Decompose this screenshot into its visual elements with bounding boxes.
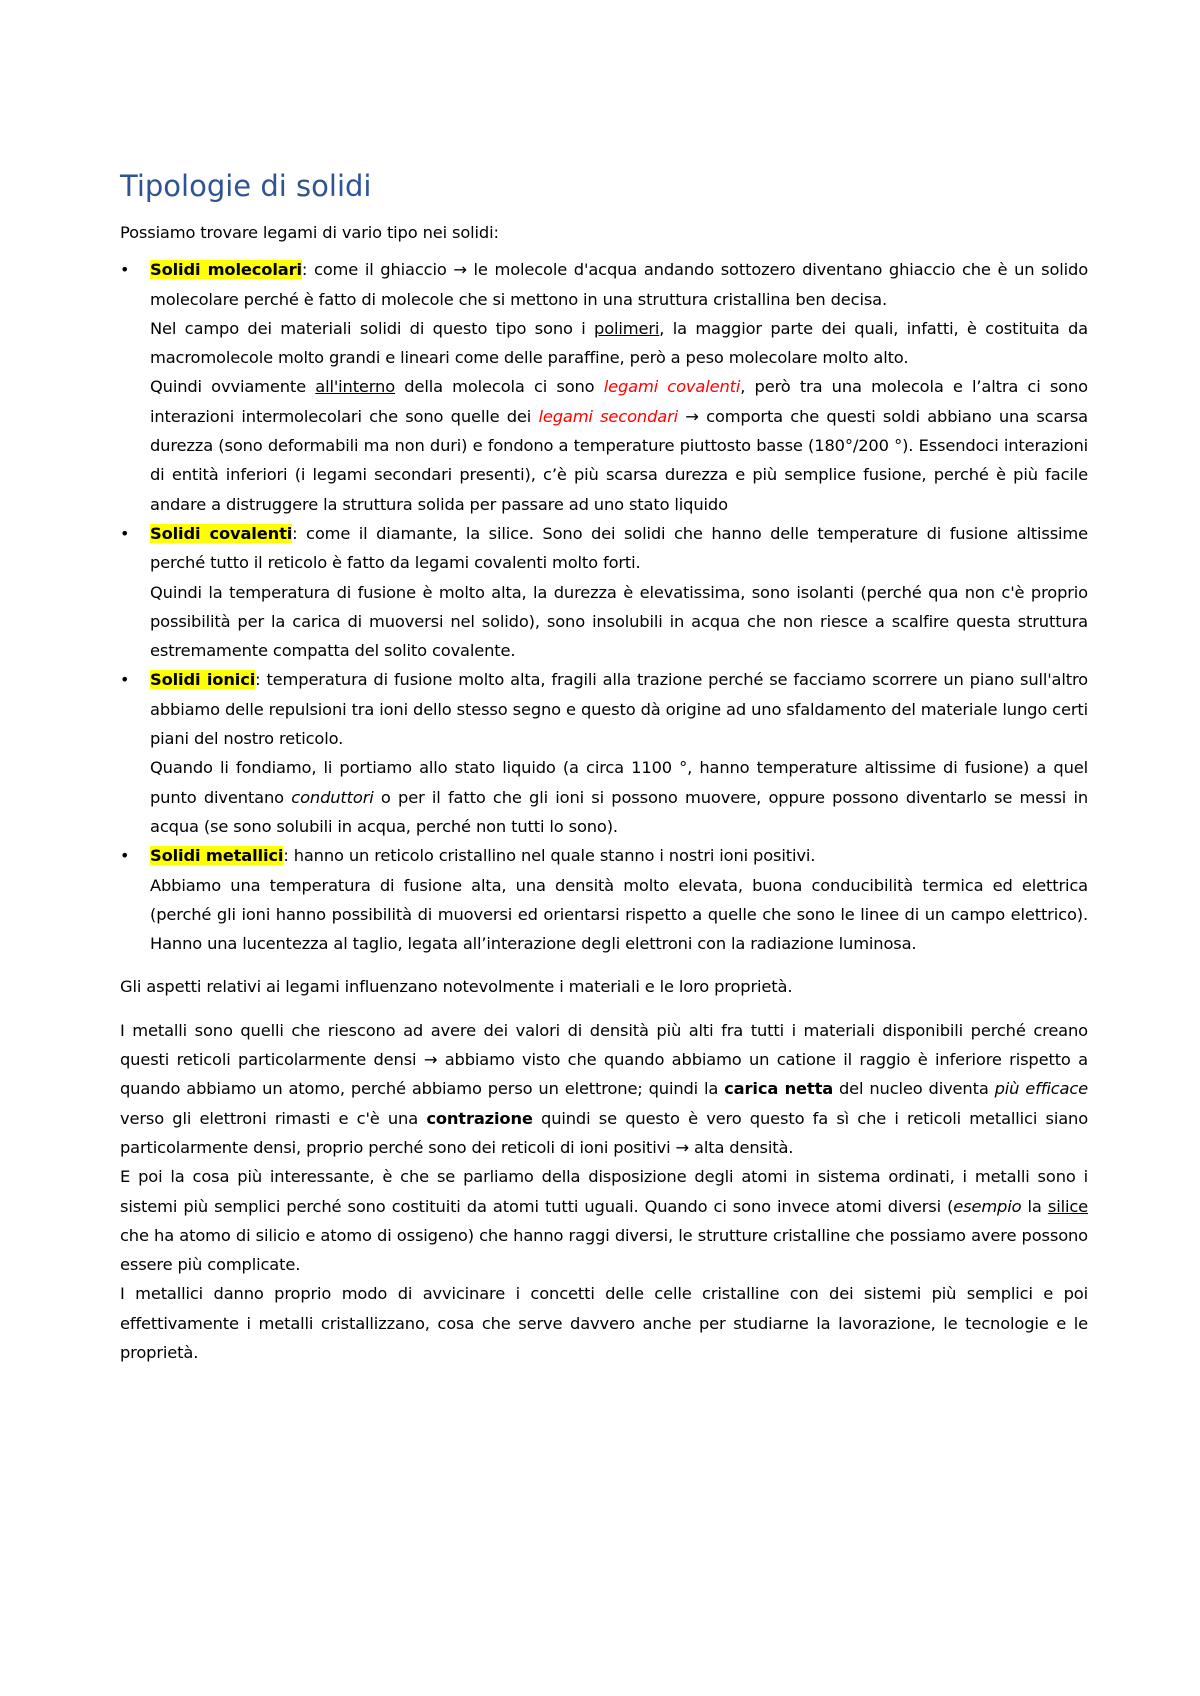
conduttori-term: conduttori	[291, 787, 374, 807]
conclusione-paragraph: I metallici danno proprio modo di avvicinare i concetti delle celle cristalline con dei sistemi più semplici e poi effettivamente i metalli cristallizzano, cosa che serve davvero anche per studiarne la lavorazione, le tecnologie e le proprietà.	[120, 1284, 1088, 1362]
legami-secondari-term: legami secondari	[538, 406, 678, 426]
list-item-metallici	[120, 841, 1088, 958]
molecolari-label: Solidi molecolari	[150, 260, 302, 280]
list-item-molecolari	[120, 255, 1088, 519]
metallici-label: Solidi metallici	[150, 846, 284, 866]
bullet-icon: •	[120, 523, 130, 543]
solid-types-list	[120, 255, 1088, 958]
metallici-p2: Abbiamo una temperatura di fusione alta, una densità molto elevata, buona conducibilità termica ed elettrica (perché gli ioni hanno possibilità di muoversi ed orientarsi rispetto a quelle che sono le linee di un campo elettrico). Hanno una lucentezza al taglio, legata all’interazione degli elettroni con la radiazione luminosa.	[150, 875, 1088, 954]
molecolari-p3: Quindi ovviamente all'interno della molecola ci sono legami covalenti, però tra una molecola e l’altra ci sono interazioni intermolecolari che sono quelle dei legami secondari → comporta che questi soldi abbiano una scarsa durezza (sono deformabili ma non duri) e fondono a temperature piuttosto basse (180°/200 °). Essendoci interazioni di entità inferiori (i legami secondari presenti), c’è più scarsa durezza e più semplice fusione, perché è più facile andare a distruggere la struttura solida per passare ad uno stato liquido	[150, 377, 1088, 514]
arrow-icon: →	[423, 1050, 438, 1070]
legami-covalenti-term: legami covalenti	[603, 377, 741, 397]
covalenti-p2: Quindi la temperatura di fusione è molto alta, la durezza è elevatissima, sono isolanti (perché qua non c'è proprio possibilità per la carica di muoversi nel solido), sono insolubili in acqua che non riesce a scalfire questa struttura estremamente compatta del solito covalente.	[150, 582, 1088, 661]
esempio-term: esempio	[953, 1196, 1022, 1216]
disposizione-paragraph: E poi la cosa più interessante, è che se parliamo della disposizione degli atomi in sistema ordinati, i metalli sono i sistemi più semplici perché sono costituiti da atomi tutti uguali. Quando ci sono invece atomi diversi (esempio la silice che ha atomo di silicio e atomo di ossigeno) che hanno raggi diversi, le strutture cristalline che possiamo avere possono essere più complicate.	[120, 1167, 1088, 1275]
polimeri-term: polimeri	[594, 318, 660, 338]
arrow-icon: →	[453, 260, 467, 280]
intro-paragraph: Possiamo trovare legami di vario tipo nei solidi:	[120, 223, 499, 242]
piu-efficace-term: più efficace	[994, 1079, 1089, 1099]
ionici-label: Solidi ionici	[150, 670, 256, 690]
ionici-p1: Solidi ionici: temperatura di fusione molto alta, fragili alla trazione perché se facciamo scorrere un piano sull'altro abbiamo delle repulsioni tra ioni dello stesso segno e questo dà origine ad uno sfaldamento del materiale lungo certi piani del nostro reticolo.	[150, 670, 1088, 749]
molecolari-p2: Nel campo dei materiali solidi di questo tipo sono i polimeri, la maggior parte dei quali, infatti, è costituita da macromolecole molto grandi e lineari come delle paraffine, però a peso molecolare molto alto.	[150, 318, 1088, 368]
interno-term: all'interno	[315, 377, 396, 397]
bullet-icon: •	[120, 670, 130, 690]
covalenti-p1: Solidi covalenti: come il diamante, la silice. Sono dei solidi che hanno delle temperature di fusione altissime perché tutto il reticolo è fatto da legami covalenti molto forti.	[150, 523, 1088, 573]
arrow-icon: →	[685, 406, 699, 426]
metallici-p1: Solidi metallici: hanno un reticolo cristallino nel quale stanno i nostri ioni positivi.	[150, 846, 816, 866]
molecolari-p1: Solidi molecolari: come il ghiaccio → le molecole d'acqua andando sottozero diventano ghiaccio che è un solido molecolare perché è fatto di molecole che si mettono in una struttura cristallina ben decisa.	[150, 260, 1089, 309]
silice-term: silice	[1047, 1196, 1088, 1216]
ionici-p2: Quando li fondiamo, li portiamo allo stato liquido (a circa 1100 °, hanno temperature altissime di fusione) a quel punto diventano conduttori o per il fatto che gli ioni si possono muovere, oppure possono diventarlo se messi in acqua (se sono solubili in acqua, perché non tutti lo sono).	[150, 758, 1088, 836]
covalenti-label: Solidi covalenti	[150, 523, 293, 543]
contrazione-term: contrazione	[426, 1108, 533, 1128]
arrow-icon: →	[675, 1137, 689, 1157]
bullet-icon: •	[120, 846, 130, 866]
page-title: Tipologie di solidi	[120, 169, 372, 203]
metalli-paragraph: I metalli sono quelli che riescono ad avere dei valori di densità più alti fra tutti i materiali disponibili perché creano questi reticoli particolarmente densi → abbiamo visto che quando abbiamo un catione il raggio è inferiore rispetto a quando abbiamo un atomo, perché abbiamo perso un elettrone; quindi la carica netta del nucleo diventa più efficace verso gli elettroni rimasti e c'è una contrazione quindi se questo è vero questo fa sì che i reticoli metallici siano particolarmente densi, proprio perché sono dei reticoli di ioni positivi → alta densità.	[120, 1020, 1089, 1157]
list-item-covalenti	[120, 519, 1088, 665]
bullet-icon: •	[120, 260, 130, 280]
aspetti-paragraph: Gli aspetti relativi ai legami influenzano notevolmente i materiali e le loro proprietà.	[120, 977, 793, 997]
list-item-ionici	[120, 665, 1088, 841]
carica-netta-term: carica netta	[724, 1079, 834, 1099]
